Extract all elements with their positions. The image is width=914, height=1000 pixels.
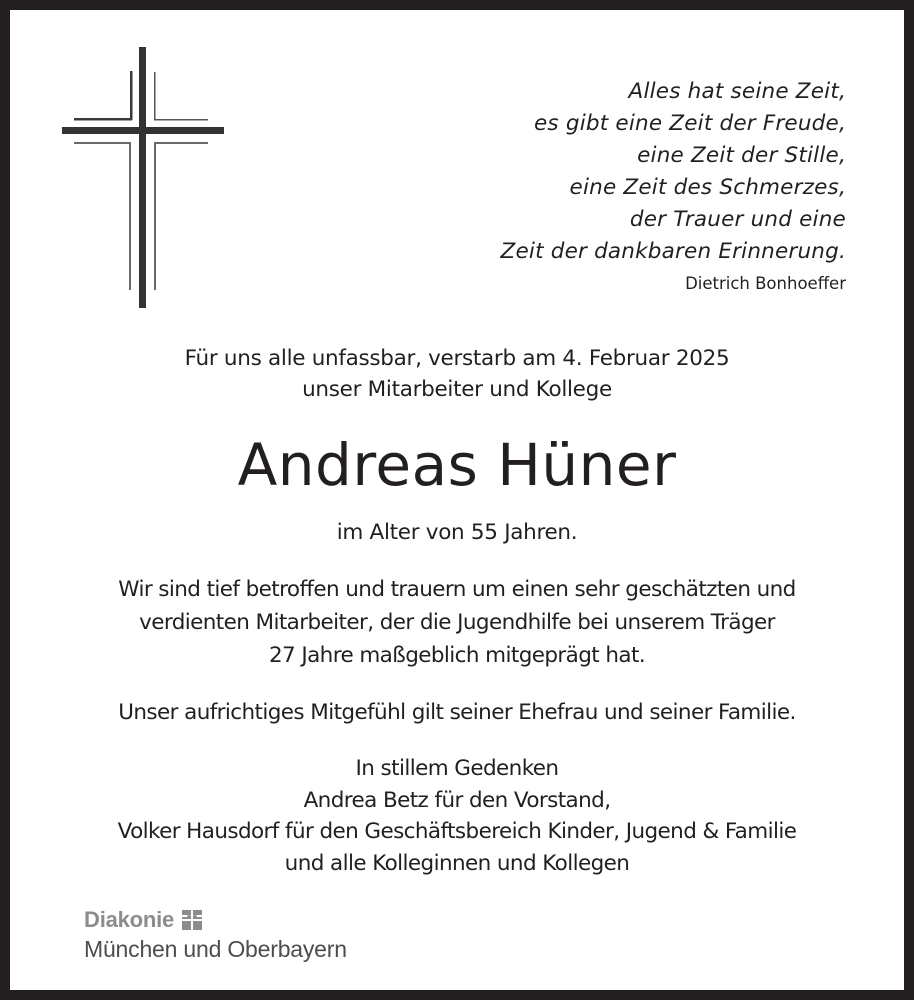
diakonie-logo	[84, 906, 347, 963]
message-line: verdienten Mitarbeiter, der die Jugendhilfe bei unserem Träger	[139, 610, 775, 635]
quote-line: Zeit der dankbaren Erinnerung.	[500, 239, 846, 264]
logo-brand: Diakonie	[84, 907, 175, 932]
sympathy-text: Unser aufrichtiges Mitgefühl gilt seiner Ehefrau und seiner Familie.	[118, 700, 796, 725]
quote	[406, 76, 846, 268]
deceased-name: Andreas Hüner	[237, 431, 677, 499]
message-line: 27 Jahre maßgeblich mitgeprägt hat.	[268, 643, 646, 668]
quote-author: Dietrich Bonhoeffer	[685, 274, 846, 293]
closing-line: Volker Hausdorf für den Geschäftsbereich Kinder, Jugend & Familie	[117, 819, 797, 844]
quote-line: Alles hat seine Zeit,	[628, 79, 846, 104]
intro-line: Für uns alle unfassbar, verstarb am 4. Februar 2025	[184, 346, 730, 371]
intro-line: unser Mitarbeiter und Kollege	[302, 377, 612, 402]
logo-subtitle: München und Oberbayern	[84, 936, 347, 962]
closing-line: In stillem Gedenken	[355, 756, 559, 781]
deceased-age: im Alter von 55 Jahren.	[336, 520, 578, 545]
diakonie-cross-icon	[182, 910, 202, 930]
intro-text	[20, 343, 894, 405]
message-line: Wir sind tief betroffen und trauern um einen sehr geschätzten und	[118, 577, 796, 602]
cross-icon	[10, 10, 310, 340]
quote-line: eine Zeit der Stille,	[637, 143, 846, 168]
message-paragraph	[20, 573, 894, 672]
closing-line: Andrea Betz für den Vorstand,	[303, 787, 611, 813]
quote-line: eine Zeit des Schmerzes,	[569, 175, 846, 200]
quote-line: es gibt eine Zeit der Freude,	[534, 111, 846, 136]
closing-signatures	[20, 753, 894, 879]
quote-line: der Trauer und eine	[629, 207, 846, 232]
closing-line: und alle Kolleginnen und Kollegen	[284, 850, 630, 876]
